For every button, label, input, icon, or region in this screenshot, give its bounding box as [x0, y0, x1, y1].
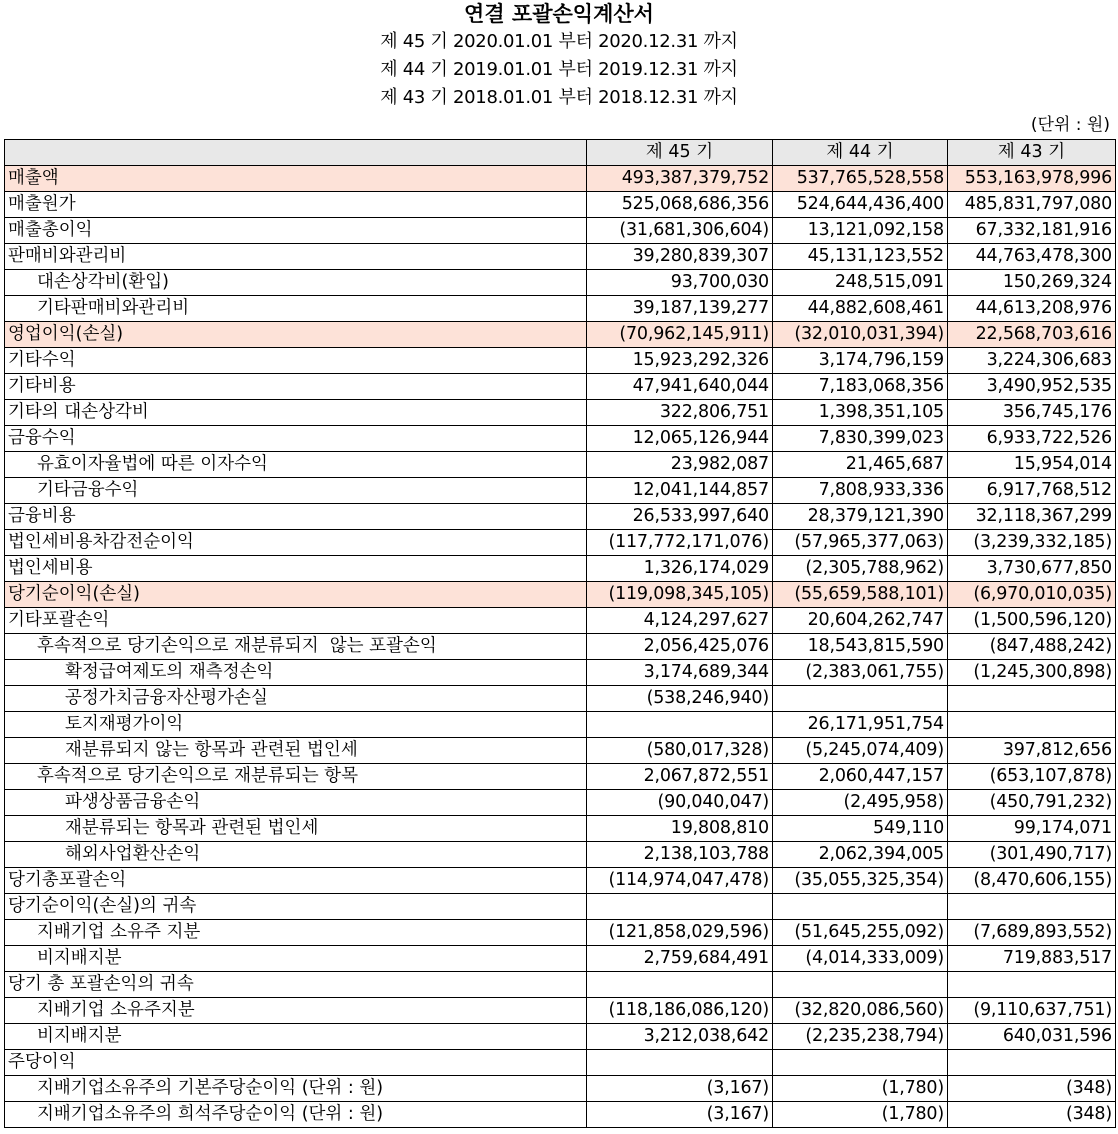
amount-cell: 12,041,144,857: [587, 478, 773, 504]
amount-cell: (847,488,242): [948, 634, 1116, 660]
row-label: 금융비용: [5, 504, 587, 530]
table-body: [5, 166, 1116, 1128]
amount-cell: (114,974,047,478): [587, 868, 773, 894]
amount-cell: (2,305,788,962): [773, 556, 948, 582]
row-label: 당기 총 포괄손익의 귀속: [5, 972, 587, 998]
amount-cell: (32,010,031,394): [773, 322, 948, 348]
amount-cell: [773, 686, 948, 712]
amount-cell: 3,730,677,850: [948, 556, 1116, 582]
row-label: 금융수익: [5, 426, 587, 452]
row-label: 지배기업 소유주 지분: [5, 920, 587, 946]
amount-cell: 2,759,684,491: [587, 946, 773, 972]
amount-cell: 525,068,686,356: [587, 192, 773, 218]
row-label: 해외사업환산손익: [5, 842, 587, 868]
table-row: [5, 738, 1116, 764]
row-label: 유효이자율법에 따른 이자수익: [5, 452, 587, 478]
table-row: [5, 764, 1116, 790]
amount-cell: 12,065,126,944: [587, 426, 773, 452]
row-label: 지배기업소유주의 기본주당순이익 (단위 : 원): [5, 1076, 587, 1102]
table-row: [5, 972, 1116, 998]
amount-cell: 44,613,208,976: [948, 296, 1116, 322]
table-row: [5, 166, 1116, 192]
table-row: [5, 322, 1116, 348]
row-label: 기타수익: [5, 348, 587, 374]
table-row: [5, 244, 1116, 270]
row-label: 매출액: [5, 166, 587, 192]
table-row: [5, 998, 1116, 1024]
amount-cell: 44,763,478,300: [948, 244, 1116, 270]
table-row: [5, 608, 1116, 634]
amount-cell: 2,056,425,076: [587, 634, 773, 660]
table-row: [5, 530, 1116, 556]
amount-cell: (1,245,300,898): [948, 660, 1116, 686]
row-label: 비지배지분: [5, 1024, 587, 1050]
amount-cell: 28,379,121,390: [773, 504, 948, 530]
table-row: [5, 712, 1116, 738]
amount-cell: (1,500,596,120): [948, 608, 1116, 634]
amount-cell: (1,780): [773, 1076, 948, 1102]
amount-cell: (301,490,717): [948, 842, 1116, 868]
row-label: 확정급여제도의 재측정손익: [5, 660, 587, 686]
row-label: 공정가치금융자산평가손실: [5, 686, 587, 712]
amount-cell: 2,060,447,157: [773, 764, 948, 790]
unit-label: (단위 : 원): [1030, 115, 1110, 135]
amount-cell: (580,017,328): [587, 738, 773, 764]
row-label: 기타의 대손상각비: [5, 400, 587, 426]
row-label: 주당이익: [5, 1050, 587, 1076]
amount-cell: (118,186,086,120): [587, 998, 773, 1024]
amount-cell: [773, 894, 948, 920]
table-row: [5, 400, 1116, 426]
row-label: 재분류되는 항목과 관련된 법인세: [5, 816, 587, 842]
amount-cell: (3,167): [587, 1102, 773, 1128]
amount-cell: (5,245,074,409): [773, 738, 948, 764]
period-line: 제 44 기 2019.01.01 부터 2019.12.31 까지: [380, 59, 738, 80]
table-row: [5, 842, 1116, 868]
amount-cell: 150,269,324: [948, 270, 1116, 296]
table-row: [5, 192, 1116, 218]
amount-cell: (31,681,306,604): [587, 218, 773, 244]
table-row: [5, 1050, 1116, 1076]
row-label: 비지배지분: [5, 946, 587, 972]
amount-cell: 44,882,608,461: [773, 296, 948, 322]
amount-cell: 99,174,071: [948, 816, 1116, 842]
amount-cell: 524,644,436,400: [773, 192, 948, 218]
amount-cell: (51,645,255,092): [773, 920, 948, 946]
amount-cell: 45,131,123,552: [773, 244, 948, 270]
table-row: [5, 816, 1116, 842]
amount-cell: (90,040,047): [587, 790, 773, 816]
row-label: 기타판매비와관리비: [5, 296, 587, 322]
amount-cell: 6,917,768,512: [948, 478, 1116, 504]
row-label: 매출총이익: [5, 218, 587, 244]
table-row: [5, 790, 1116, 816]
statement-title: 연결 포괄손익계산서: [464, 2, 654, 26]
amount-cell: (450,791,232): [948, 790, 1116, 816]
table-row: [5, 894, 1116, 920]
amount-cell: 640,031,596: [948, 1024, 1116, 1050]
table-header-row: [5, 140, 1116, 166]
table-row: [5, 452, 1116, 478]
amount-cell: 1,326,174,029: [587, 556, 773, 582]
amount-cell: 3,490,952,535: [948, 374, 1116, 400]
table-row: [5, 920, 1116, 946]
amount-cell: 7,808,933,336: [773, 478, 948, 504]
amount-cell: (3,239,332,185): [948, 530, 1116, 556]
table-row: [5, 686, 1116, 712]
table-row: [5, 1102, 1116, 1128]
amount-cell: (348): [948, 1102, 1116, 1128]
column-header: 제 43 기: [948, 140, 1116, 166]
table-row: [5, 868, 1116, 894]
amount-cell: 39,187,139,277: [587, 296, 773, 322]
amount-cell: 719,883,517: [948, 946, 1116, 972]
amount-cell: 549,110: [773, 816, 948, 842]
amount-cell: [773, 972, 948, 998]
amount-cell: 22,568,703,616: [948, 322, 1116, 348]
table-row: [5, 660, 1116, 686]
amount-cell: 6,933,722,526: [948, 426, 1116, 452]
amount-cell: (4,014,333,009): [773, 946, 948, 972]
column-header: [5, 140, 587, 166]
amount-cell: 493,387,379,752: [587, 166, 773, 192]
amount-cell: [773, 1050, 948, 1076]
row-label: 당기총포괄손익: [5, 868, 587, 894]
row-label: 지배기업소유주의 희석주당순이익 (단위 : 원): [5, 1102, 587, 1128]
amount-cell: 3,212,038,642: [587, 1024, 773, 1050]
amount-cell: 21,465,687: [773, 452, 948, 478]
amount-cell: 322,806,751: [587, 400, 773, 426]
row-label: 토지재평가이익: [5, 712, 587, 738]
row-label: 당기순이익(손실): [5, 582, 587, 608]
amount-cell: 13,121,092,158: [773, 218, 948, 244]
row-label: 후속적으로 당기손익으로 재분류되는 항목: [5, 764, 587, 790]
amount-cell: (57,965,377,063): [773, 530, 948, 556]
table-row: [5, 1076, 1116, 1102]
period-line: 제 45 기 2020.01.01 부터 2020.12.31 까지: [380, 31, 738, 52]
amount-cell: 7,183,068,356: [773, 374, 948, 400]
amount-cell: (3,167): [587, 1076, 773, 1102]
amount-cell: 3,174,796,159: [773, 348, 948, 374]
statement-header: [0, 0, 1118, 112]
amount-cell: 26,171,951,754: [773, 712, 948, 738]
amount-cell: [587, 894, 773, 920]
amount-cell: (6,970,010,035): [948, 582, 1116, 608]
amount-cell: 19,808,810: [587, 816, 773, 842]
table-row: [5, 946, 1116, 972]
amount-cell: 397,812,656: [948, 738, 1116, 764]
row-label: 매출원가: [5, 192, 587, 218]
amount-cell: (55,659,588,101): [773, 582, 948, 608]
amount-cell: (653,107,878): [948, 764, 1116, 790]
amount-cell: [587, 712, 773, 738]
amount-cell: 485,831,797,080: [948, 192, 1116, 218]
income-statement-table: [4, 139, 1116, 1128]
amount-cell: 32,118,367,299: [948, 504, 1116, 530]
row-label: 대손상각비(환입): [5, 270, 587, 296]
amount-cell: 20,604,262,747: [773, 608, 948, 634]
amount-cell: [948, 686, 1116, 712]
row-label: 기타포괄손익: [5, 608, 587, 634]
table-row: [5, 374, 1116, 400]
table-row: [5, 218, 1116, 244]
amount-cell: 47,941,640,044: [587, 374, 773, 400]
amount-cell: [948, 972, 1116, 998]
row-label: 영업이익(손실): [5, 322, 587, 348]
row-label: 기타금융수익: [5, 478, 587, 504]
table-row: [5, 426, 1116, 452]
amount-cell: (2,383,061,755): [773, 660, 948, 686]
table-row: [5, 556, 1116, 582]
amount-cell: 2,067,872,551: [587, 764, 773, 790]
amount-cell: 2,062,394,005: [773, 842, 948, 868]
amount-cell: (70,962,145,911): [587, 322, 773, 348]
amount-cell: 356,745,176: [948, 400, 1116, 426]
amount-cell: (9,110,637,751): [948, 998, 1116, 1024]
amount-cell: [948, 1050, 1116, 1076]
amount-cell: 248,515,091: [773, 270, 948, 296]
amount-cell: (117,772,171,076): [587, 530, 773, 556]
table-row: [5, 478, 1116, 504]
amount-cell: (7,689,893,552): [948, 920, 1116, 946]
amount-cell: (538,246,940): [587, 686, 773, 712]
row-label: 재분류되지 않는 항목과 관련된 법인세: [5, 738, 587, 764]
table-row: [5, 1024, 1116, 1050]
row-label: 후속적으로 당기손익으로 재분류되지 않는 포괄손익: [5, 634, 587, 660]
table-row: [5, 348, 1116, 374]
amount-cell: 26,533,997,640: [587, 504, 773, 530]
amount-cell: 4,124,297,627: [587, 608, 773, 634]
row-label: 기타비용: [5, 374, 587, 400]
amount-cell: 553,163,978,996: [948, 166, 1116, 192]
amount-cell: (35,055,325,354): [773, 868, 948, 894]
amount-cell: 15,954,014: [948, 452, 1116, 478]
amount-cell: (2,495,958): [773, 790, 948, 816]
amount-cell: 7,830,399,023: [773, 426, 948, 452]
amount-cell: 537,765,528,558: [773, 166, 948, 192]
amount-cell: (119,098,345,105): [587, 582, 773, 608]
table-row: [5, 296, 1116, 322]
amount-cell: 39,280,839,307: [587, 244, 773, 270]
amount-cell: 15,923,292,326: [587, 348, 773, 374]
amount-cell: [587, 972, 773, 998]
table-row: [5, 270, 1116, 296]
amount-cell: 93,700,030: [587, 270, 773, 296]
amount-cell: [587, 1050, 773, 1076]
amount-cell: 1,398,351,105: [773, 400, 948, 426]
amount-cell: 3,174,689,344: [587, 660, 773, 686]
amount-cell: 3,224,306,683: [948, 348, 1116, 374]
period-line: 제 43 기 2018.01.01 부터 2018.12.31 까지: [380, 87, 738, 108]
amount-cell: 23,982,087: [587, 452, 773, 478]
table-row: [5, 504, 1116, 530]
row-label: 당기순이익(손실)의 귀속: [5, 894, 587, 920]
row-label: 법인세비용차감전순이익: [5, 530, 587, 556]
amount-cell: (1,780): [773, 1102, 948, 1128]
column-header: 제 45 기: [587, 140, 773, 166]
amount-cell: [948, 712, 1116, 738]
amount-cell: (2,235,238,794): [773, 1024, 948, 1050]
row-label: 판매비와관리비: [5, 244, 587, 270]
row-label: 지배기업 소유주지분: [5, 998, 587, 1024]
amount-cell: 18,543,815,590: [773, 634, 948, 660]
amount-cell: (348): [948, 1076, 1116, 1102]
row-label: 법인세비용: [5, 556, 587, 582]
column-header: 제 44 기: [773, 140, 948, 166]
amount-cell: [948, 894, 1116, 920]
amount-cell: 67,332,181,916: [948, 218, 1116, 244]
amount-cell: (121,858,029,596): [587, 920, 773, 946]
amount-cell: (8,470,606,155): [948, 868, 1116, 894]
table-row: [5, 634, 1116, 660]
amount-cell: 2,138,103,788: [587, 842, 773, 868]
amount-cell: (32,820,086,560): [773, 998, 948, 1024]
row-label: 파생상품금융손익: [5, 790, 587, 816]
table-row: [5, 582, 1116, 608]
